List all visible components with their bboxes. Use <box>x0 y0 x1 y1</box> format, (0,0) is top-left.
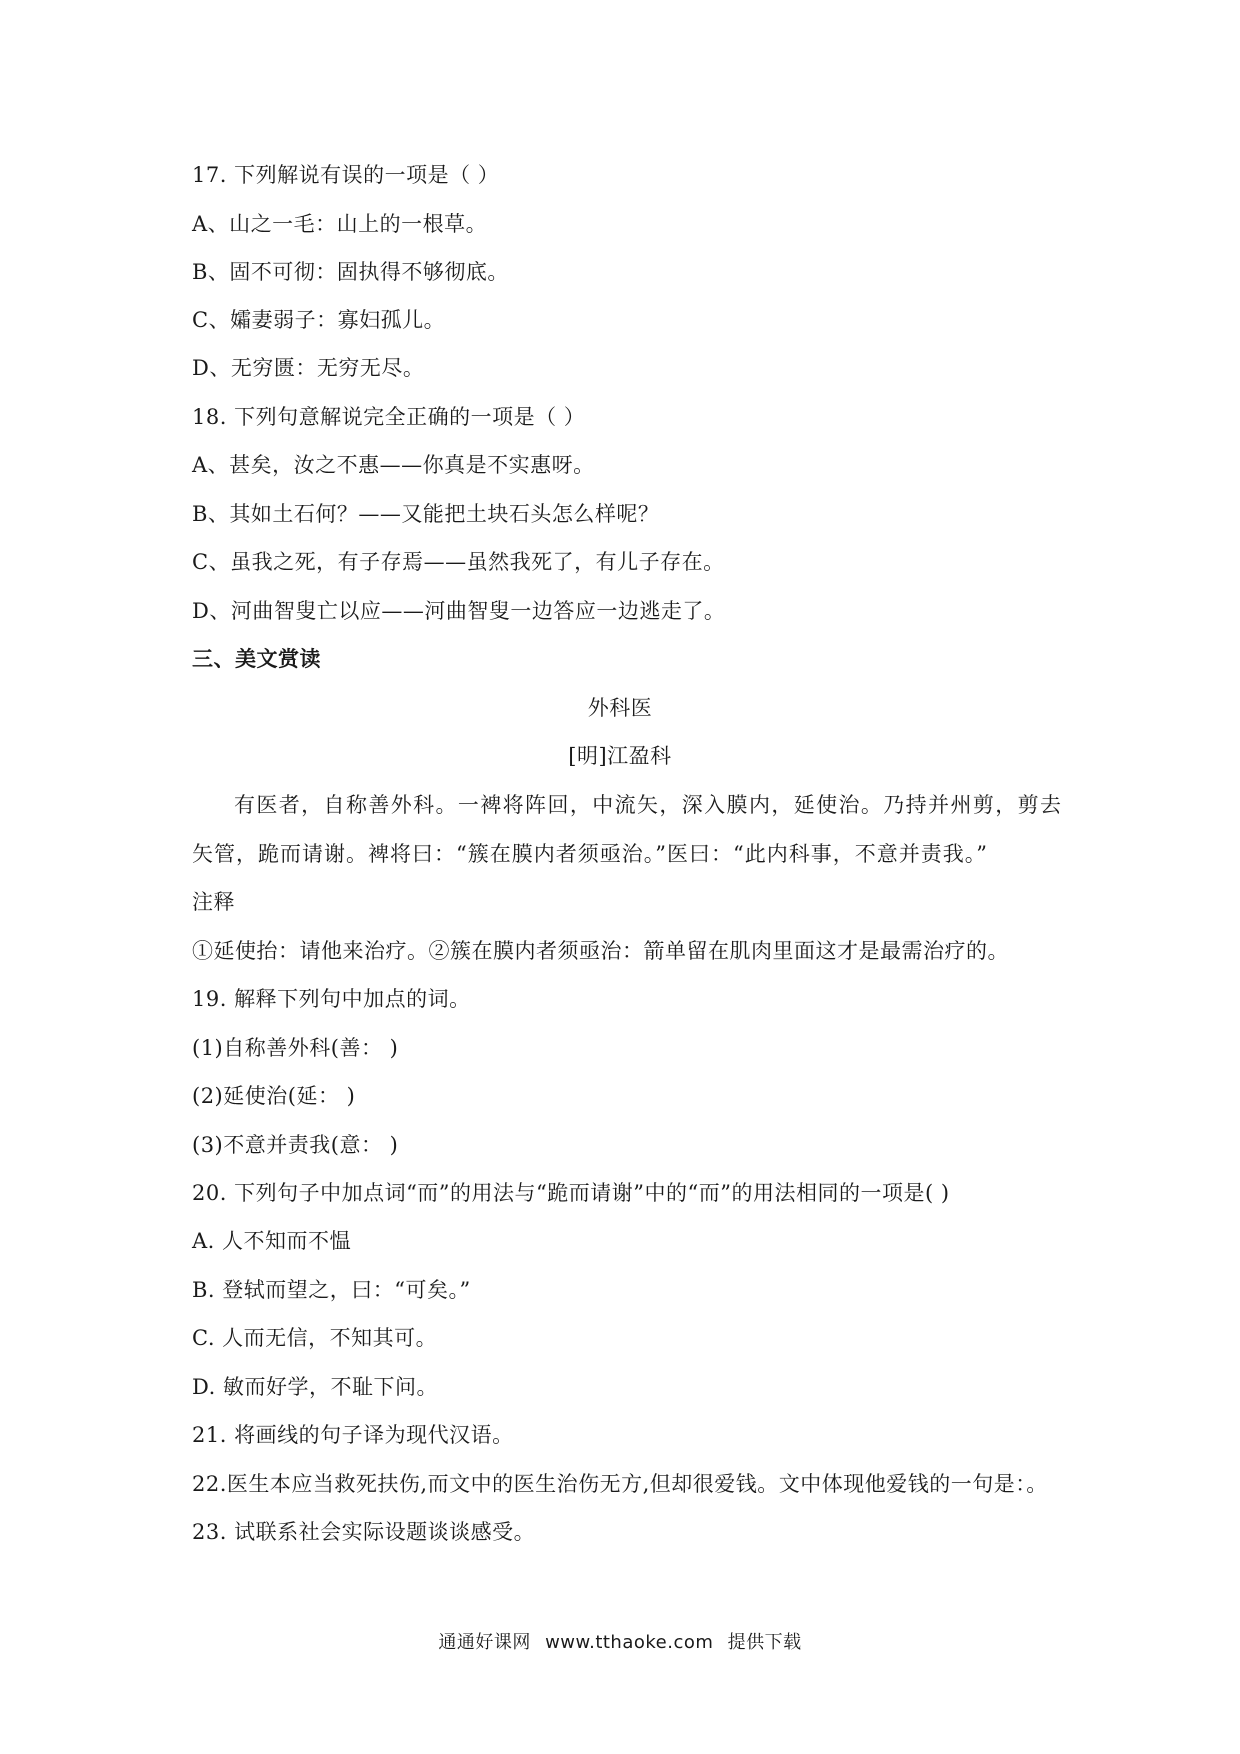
q17-option-b: B、固不可彻：固执得不够彻底。 <box>192 260 509 284</box>
q20-option-d: D. 敏而好学，不耻下问。 <box>192 1375 438 1399</box>
q17-option-c: C、孀妻弱子：寡妇孤儿。 <box>192 308 446 332</box>
q20-option-c: C. 人而无信，不知其可。 <box>192 1326 438 1350</box>
q18-option-b: B、其如土石何？——又能把土块石头怎么样呢？ <box>192 502 660 526</box>
footer-suffix: 提供下载 <box>727 1632 802 1653</box>
q19-item-1: (1)自称善外科(善： ) <box>192 1036 399 1060</box>
passage-title: 外科医 <box>587 696 653 720</box>
footer-site-name: 通通好课网 <box>438 1632 531 1653</box>
page-footer <box>0 1631 1240 1655</box>
q20-option-a: A. 人不知而不愠 <box>192 1229 352 1253</box>
q18-option-a: A、甚矣，汝之不惠——你真是不实惠呀。 <box>192 453 595 477</box>
q18-option-c: C、虽我之死，有子存焉——虽然我死了，有儿子存在。 <box>192 550 725 574</box>
section-heading: 三、美文赏读 <box>192 646 321 671</box>
q17-option-a: A、山之一毛：山上的一根草。 <box>192 212 488 236</box>
q23-stem: 23. 试联系社会实际设题谈谈感受。 <box>192 1520 536 1544</box>
q18-option-d: D、河曲智叟亡以应——河曲智叟一边答应一边逃走了。 <box>192 599 726 623</box>
q19-stem: 19. 解释下列句中加点的词。 <box>192 987 471 1011</box>
notes-text: ①延使抬：请他来治疗。②簇在膜内者须亟治：箭单留在肌肉里面这才是最需治疗的。 <box>192 939 1009 963</box>
q21-stem: 21. 将画线的句子译为现代汉语。 <box>192 1423 514 1447</box>
q22-stem: 22.医生本应当救死扶伤,而文中的医生治伤无方,但却很爱钱。文中体现他爱钱的一句是：。 <box>192 1472 1048 1496</box>
footer-url-link[interactable]: www.tthaoke.com <box>545 1632 714 1653</box>
notes-label: 注释 <box>192 890 235 914</box>
passage-author: [明]江盈科 <box>568 744 672 768</box>
q17-stem: 17. 下列解说有误的一项是（ ） <box>192 163 500 187</box>
q19-item-3: (3)不意并责我(意： ) <box>192 1133 399 1157</box>
passage-text: 有医者，自称善外科。一裨将阵回，中流矢，深入膜内，延使治。乃持并州剪，剪去矢管，跪而请谢。裨将曰：“簇在膜内者须亟治。”医曰：“此内科事，不意并责我。” <box>192 793 1062 866</box>
q19-item-2: (2)延使治(延： ) <box>192 1084 356 1108</box>
q18-stem: 18. 下列句意解说完全正确的一项是（ ） <box>192 405 586 429</box>
q17-option-d: D、无穷匮：无穷无尽。 <box>192 356 425 380</box>
q20-stem: 20. 下列句子中加点词“而”的用法与“跪而请谢”中的“而”的用法相同的一项是( ) <box>192 1181 950 1205</box>
q20-option-b: B. 登轼而望之，曰：“可矣。” <box>192 1278 471 1302</box>
